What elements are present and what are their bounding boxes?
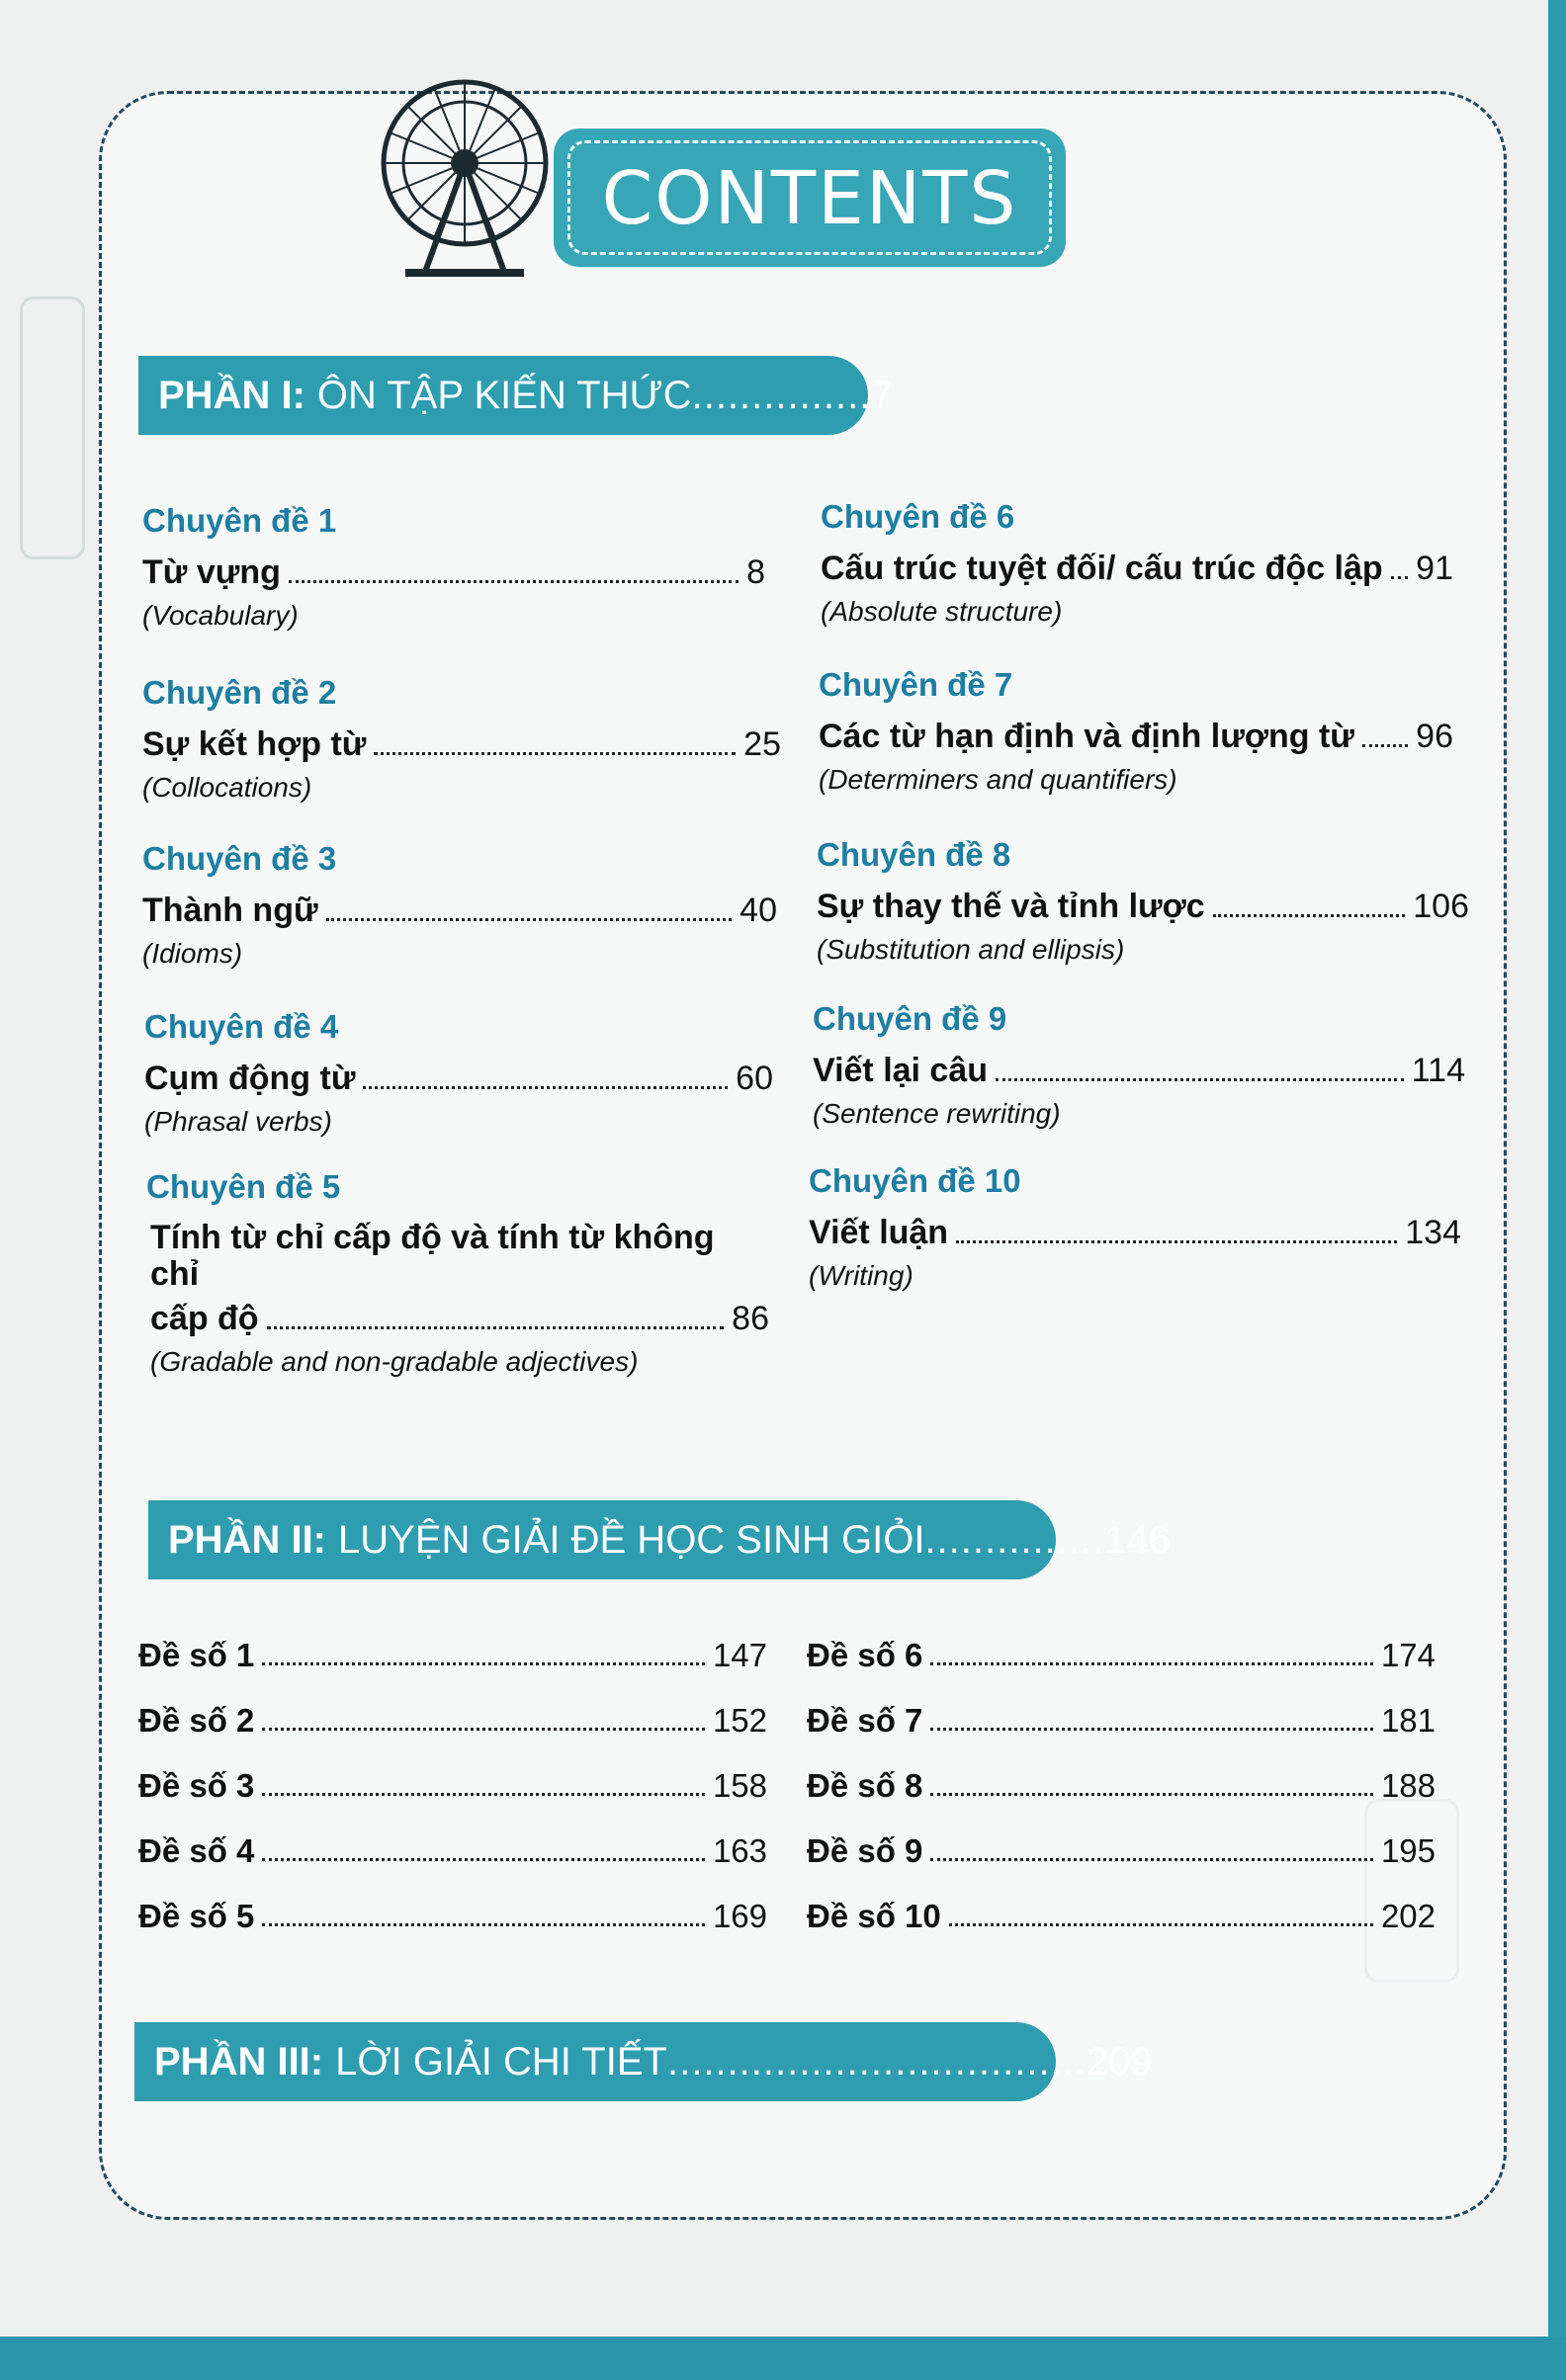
topic-3 (142, 840, 777, 970)
topic-title: Sự thay thế và tỉnh lược (817, 888, 1205, 925)
topic-subtitle: (Collocations) (142, 772, 312, 803)
contents-header (366, 69, 1078, 306)
exam-page: 202 (1380, 1898, 1436, 1934)
exam-entry (807, 1898, 1436, 1935)
exam-title: Đề số 1 (138, 1637, 255, 1673)
topic-page: 25 (743, 725, 781, 763)
exam-title: Đề số 5 (138, 1898, 255, 1934)
topic-subtitle: (Vocabulary) (142, 600, 299, 631)
topic-subtitle: (Substitution and ellipsis) (817, 934, 1125, 965)
part-3-title: LỜI GIẢI CHI TIẾT (335, 2039, 667, 2083)
topic-heading: Chuyên đề 1 (142, 502, 337, 539)
background-doodle (20, 297, 85, 559)
exam-entry (138, 1832, 767, 1870)
exam-title: Đề số 3 (138, 1767, 255, 1804)
topic-8 (817, 836, 1469, 966)
topic-subtitle: (Absolute structure) (821, 596, 1063, 627)
exam-entry (807, 1767, 1436, 1805)
topic-heading: Chuyên đề 9 (813, 1000, 1007, 1037)
topic-page: 8 (746, 553, 765, 591)
topic-title: Cấu trúc tuyệt đối/ cấu trúc độc lập (821, 550, 1383, 587)
page-title: CONTENTS (601, 156, 1018, 241)
part-2-page: 146 (1104, 1517, 1171, 1562)
part-2-heading: PHẦN II: LUYỆN GIẢI ĐỀ HỌC SINH GIỎI ............... 146 (148, 1500, 1056, 1579)
part-1-heading: PHẦN I: ÔN TẬP KIẾN THỨC ............... 7 (138, 356, 868, 435)
topic-subtitle: (Idioms) (142, 938, 243, 969)
exam-page: 174 (1380, 1637, 1436, 1673)
exam-page: 152 (712, 1702, 767, 1739)
topic-title: Sự kết hợp từ (142, 725, 367, 763)
topic-page: 86 (732, 1299, 769, 1337)
topic-heading: Chuyên đề 2 (142, 674, 337, 711)
exam-title: Đề số 8 (807, 1767, 923, 1804)
exam-title: Đề số 2 (138, 1702, 255, 1739)
contents-banner (554, 128, 1066, 267)
part-2-title: LUYỆN GIẢI ĐỀ HỌC SINH GIỎI (338, 1517, 925, 1562)
topic-page: 134 (1405, 1214, 1461, 1251)
exam-page: 181 (1380, 1702, 1436, 1739)
exam-title: Đề số 10 (807, 1898, 941, 1934)
topic-subtitle: (Determiners and quantifiers) (819, 764, 1177, 795)
exam-page: 195 (1380, 1832, 1436, 1869)
exam-page: 163 (712, 1832, 767, 1869)
exam-entry (807, 1832, 1436, 1870)
topic-heading: Chuyên đề 8 (817, 836, 1011, 873)
topic-subtitle: (Phrasal verbs) (144, 1106, 332, 1137)
exam-entry (807, 1637, 1436, 1674)
page-edge (1548, 0, 1566, 2380)
exam-entry (138, 1702, 767, 1740)
exam-page: 147 (712, 1637, 767, 1673)
topic-title: Từ vựng (142, 553, 281, 591)
exam-page: 158 (712, 1767, 767, 1804)
exam-page: 169 (712, 1898, 767, 1934)
topic-1 (142, 502, 765, 632)
topic-page: 96 (1416, 718, 1453, 755)
topic-page: 106 (1413, 888, 1469, 925)
exam-entry (807, 1702, 1436, 1740)
topic-title: cấp độ (150, 1299, 259, 1337)
part-3-heading: PHẦN III: LỜI GIẢI CHI TIẾT ................................... 209 (134, 2022, 1056, 2101)
part-1-label: PHẦN I: (158, 373, 305, 417)
part-3-label: PHẦN III: (154, 2039, 324, 2083)
topic-10 (809, 1162, 1461, 1292)
exam-entry (138, 1637, 767, 1674)
topic-page: 60 (736, 1060, 773, 1097)
topic-heading: Chuyên đề 10 (809, 1162, 1021, 1199)
part-2-label: PHẦN II: (168, 1517, 326, 1562)
topic-7 (819, 666, 1453, 796)
exam-title: Đề số 7 (807, 1702, 923, 1739)
topic-heading: Chuyên đề 7 (819, 666, 1013, 703)
topic-6 (821, 498, 1453, 628)
topic-heading: Chuyên đề 4 (144, 1008, 339, 1045)
topic-2 (142, 674, 781, 804)
topic-subtitle: (Sentence rewriting) (813, 1098, 1061, 1129)
topic-subtitle: (Gradable and non-gradable adjectives) (150, 1345, 639, 1377)
topic-title-line: Tính từ chỉ cấp độ và tính từ không chỉ (150, 1219, 715, 1294)
topic-subtitle: (Writing) (809, 1260, 914, 1291)
exam-entry (138, 1767, 767, 1805)
topic-title: Các từ hạn định và định lượng từ (819, 718, 1354, 755)
topic-page: 91 (1416, 550, 1453, 587)
part-1-title: ÔN TẬP KIẾN THỨC (316, 373, 692, 417)
topic-4 (144, 1008, 773, 1138)
bottom-band (0, 2337, 1566, 2380)
topic-heading: Chuyên đề 6 (821, 498, 1015, 535)
exam-entry (138, 1898, 767, 1935)
part-3-page: 209 (1086, 2039, 1153, 2083)
topic-heading: Chuyên đề 5 (146, 1168, 341, 1205)
topic-title: Viết luận (809, 1214, 949, 1251)
part-1-page: 7 (871, 373, 894, 417)
topic-5 (146, 1168, 769, 1378)
topic-title: Thành ngữ (142, 892, 318, 929)
exam-title: Đề số 9 (807, 1832, 923, 1869)
exam-title: Đề số 6 (807, 1637, 923, 1673)
topic-heading: Chuyên đề 3 (142, 840, 337, 877)
exam-page: 188 (1380, 1767, 1436, 1804)
exam-title: Đề số 4 (138, 1832, 255, 1869)
topic-page: 40 (740, 892, 777, 929)
topic-title: Cụm động từ (144, 1060, 356, 1097)
topic-9 (813, 1000, 1465, 1130)
topic-page: 114 (1411, 1052, 1465, 1089)
topic-title: Viết lại câu (813, 1052, 989, 1089)
